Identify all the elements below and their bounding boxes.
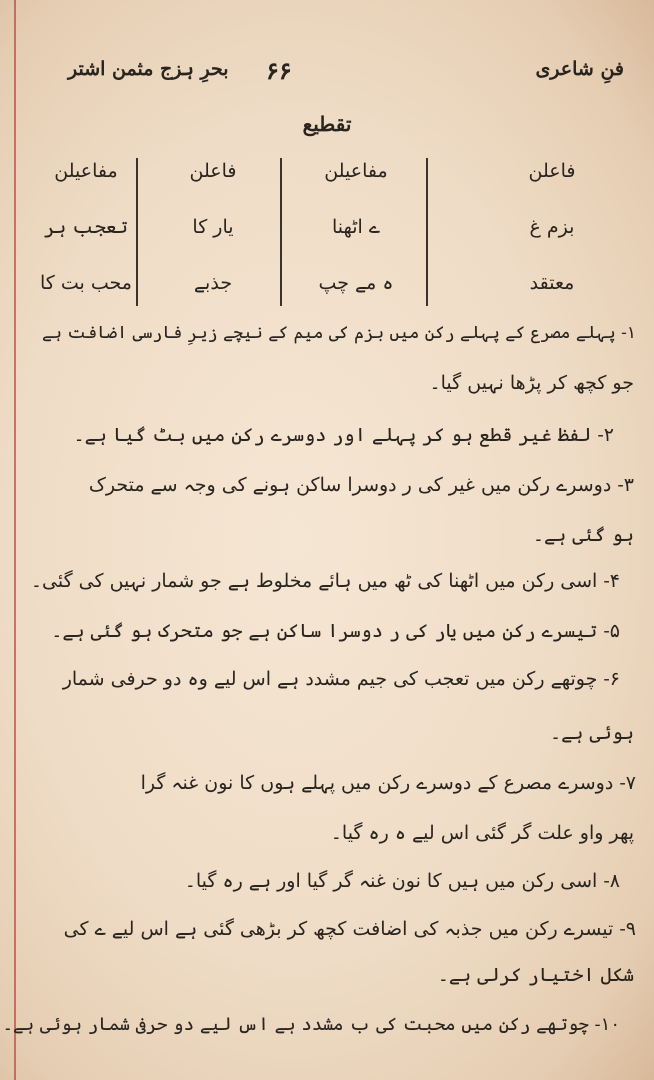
note-line: ہو گئی ہے۔ [532, 524, 634, 546]
running-header-right: فنِ شاعری [535, 58, 624, 80]
note-line: ہوئی ہے۔ [550, 722, 634, 744]
note-line: ۷- دوسرے مصرع کے دوسرے رکن میں پہلے ہوں کا نون غنہ گرا [140, 772, 636, 794]
note-line: ۸- اسی رکن میں ہیں کا نون غنہ گر گیا اور ہے رہ گیا۔ [184, 870, 620, 892]
scansion-column-2 [290, 150, 422, 306]
note-line: ۳- دوسرے رکن میں غیر کی ر دوسرا ساکن ہونے کی وجہ سے متحرک [88, 474, 634, 496]
column-divider [136, 158, 138, 306]
note-line: ۱۰- چوتھے رکن میں محبت کی ب مشدد ہے اس لیے دو حرفی شمار ہوئی ہے۔ [2, 1014, 620, 1035]
scansion-column-4 [40, 150, 132, 306]
note-line: ۱- پہلے مصرع کے پہلے رکن میں بزم کی میم کے نیچے زیرِ فارسی اضافت ہے [42, 323, 636, 343]
note-line: ۴- اسی رکن میں اٹھنا کی ٹھ میں ہائے مخلوط ہے جو شمار نہیں کی گئی۔ [30, 570, 620, 592]
note-line: ۹- تیسرے رکن میں جذبہ کی اضافت کچھ کر بڑھی گئی ہے اس لیے ے کی [63, 918, 636, 940]
running-header-left: بحرِ ہزج مثمن اشتر [68, 58, 229, 80]
scansion-cell: تعجب ہر [44, 216, 128, 238]
page-number: ۶۶ [266, 56, 292, 85]
scansion-cell: محب بت کا [40, 272, 132, 294]
scansion-cell: بزم غ [529, 216, 575, 238]
scansion-column-3 [150, 150, 276, 306]
note-line: جو کچھ کر پڑھا نہیں گیا۔ [429, 372, 634, 394]
scansion-cell: ہ مے چپ [318, 272, 394, 294]
column-divider [280, 158, 282, 306]
note-line: ۶- چوتھے رکن میں تعجب کی جیم مشدد ہے اس لیے وہ دو حرفی شمار [62, 668, 620, 690]
note-line: ۵- تیسرے رکن میں یار کی ر دوسرا ساکن ہے جو متحرک ہو گئی ہے۔ [51, 620, 620, 642]
margin-rule [14, 0, 16, 1080]
scansion-cell: فاعلن [528, 160, 576, 182]
scansion-column-1 [480, 150, 624, 306]
note-line: ۲- لفظ غیر قطع ہو کر پہلے اور دوسرے رکن میں بٹ گیا ہے۔ [73, 424, 614, 446]
scansion-cell: یار کا [192, 216, 234, 238]
scansion-cell: معتقد [529, 272, 575, 294]
scansion-table [40, 150, 624, 306]
note-line: شکل اختیار کرلی ہے۔ [437, 964, 634, 986]
scansion-cell: ے اٹھنا [331, 216, 381, 238]
scansion-cell: فاعلن [189, 160, 237, 182]
section-title: تقطیع [302, 112, 352, 136]
note-line: پھر واو علت گر گئی اس لیے ہ رہ گیا۔ [330, 822, 634, 844]
scansion-cell: جذبے [193, 272, 233, 294]
column-divider [426, 158, 428, 306]
scansion-cell: مفاعیلن [54, 160, 118, 182]
scansion-cell: مفاعیلن [324, 160, 388, 182]
